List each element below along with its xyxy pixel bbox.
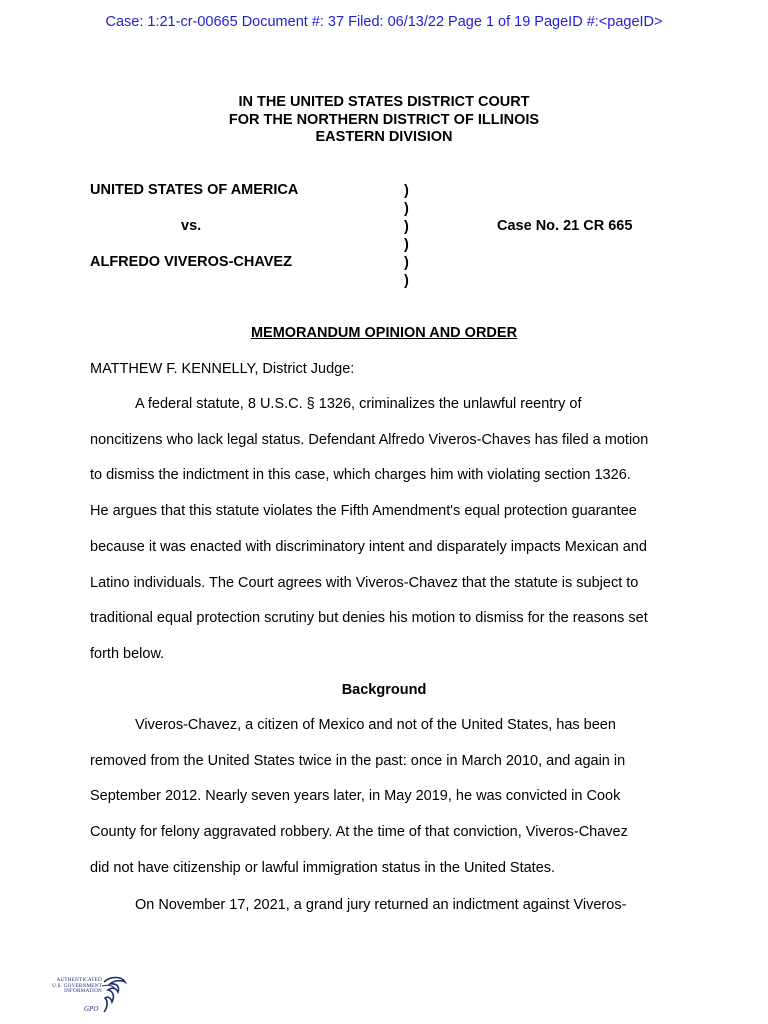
paragraph-1: [90, 387, 680, 673]
gpo-logo-text: [44, 978, 102, 995]
paragraph-line: A federal statute, 8 U.S.C. § 1326, criminalizes the unlawful reentry of: [135, 396, 582, 412]
paragraph-line: On November 17, 2021, a grand jury returned an indictment against Viveros-: [135, 897, 627, 913]
court-heading-line-3: EASTERN DIVISION: [315, 129, 453, 145]
paragraph-line: because it was enacted with discriminatory intent and disparately impacts Mexican and: [90, 538, 647, 555]
caption-defendant: ALFREDO VIVEROS-CHAVEZ: [90, 254, 292, 270]
paragraph-line: Viveros-Chavez, a citizen of Mexico and not of the United States, has been: [135, 717, 616, 733]
court-heading: [0, 94, 768, 147]
caption-parenthesis: ): [404, 237, 409, 253]
paragraph-line: traditional equal protection scrutiny but denies his motion to dismiss for the reasons set: [90, 610, 648, 627]
section-heading-background: Background: [341, 682, 427, 698]
caption-parenthesis: ): [404, 201, 409, 217]
caption-plaintiff: UNITED STATES OF AMERICA: [90, 182, 299, 198]
document-title: MEMORANDUM OPINION AND ORDER: [250, 325, 518, 341]
caption-parenthesis: ): [404, 273, 409, 289]
judge-line: MATTHEW F. KENNELLY, District Judge:: [90, 361, 355, 377]
eagle-icon: [100, 974, 128, 1016]
gpo-logo-mark: GPO: [84, 1005, 99, 1013]
gpo-logo-line-2: U.S. GOVERNMENT: [52, 982, 102, 989]
case-number: Case No. 21 CR 665: [497, 218, 633, 234]
paragraph-line: removed from the United States twice in the past: once in March 2010, and again in: [90, 752, 626, 769]
caption-parenthesis: ): [404, 219, 409, 235]
paragraph-2: [90, 708, 680, 887]
court-heading-line-1: IN THE UNITED STATES DISTRICT COURT: [238, 94, 530, 110]
caption-parenthesis: ): [404, 255, 409, 271]
paragraph-line: Latino individuals. The Court agrees with Viveros-Chavez that the statute is subject to: [90, 574, 639, 591]
gpo-logo-line-1: AUTHENTICATED: [56, 977, 102, 983]
gpo-authentication-logo: [44, 972, 130, 1018]
court-heading-line-2: FOR THE NORTHERN DISTRICT OF ILLINOIS: [228, 111, 540, 128]
gpo-logo-line-3: INFORMATION: [64, 988, 102, 995]
paragraph-line: to dismiss the indictment in this case, which charges him with violating section 1326.: [90, 467, 631, 484]
paragraph-3: [90, 888, 680, 924]
paragraph-line: County for felony aggravated robbery. At the time of that conviction, Viveros-Chavez: [90, 824, 628, 841]
caption-parenthesis-column: [404, 182, 409, 290]
paragraph-line: noncitizens who lack legal status. Defendant Alfredo Viveros-Chaves has filed a motion: [90, 431, 649, 448]
paragraph-line: September 2012. Nearly seven years later, in May 2019, he was convicted in Cook: [90, 788, 621, 805]
paragraph-line: He argues that this statute violates the Fifth Amendment's equal protection guarantee: [90, 503, 637, 520]
document-header: Case: 1:21-cr-00665 Document #: 37 Filed: 06/13/22 Page 1 of 19 PageID #:<pageID>: [105, 14, 663, 30]
caption-versus: vs.: [181, 218, 202, 234]
caption-parenthesis: ): [404, 183, 409, 199]
paragraph-line: forth below.: [90, 645, 165, 662]
paragraph-line: did not have citizenship or lawful immigration status in the United States.: [90, 859, 556, 876]
